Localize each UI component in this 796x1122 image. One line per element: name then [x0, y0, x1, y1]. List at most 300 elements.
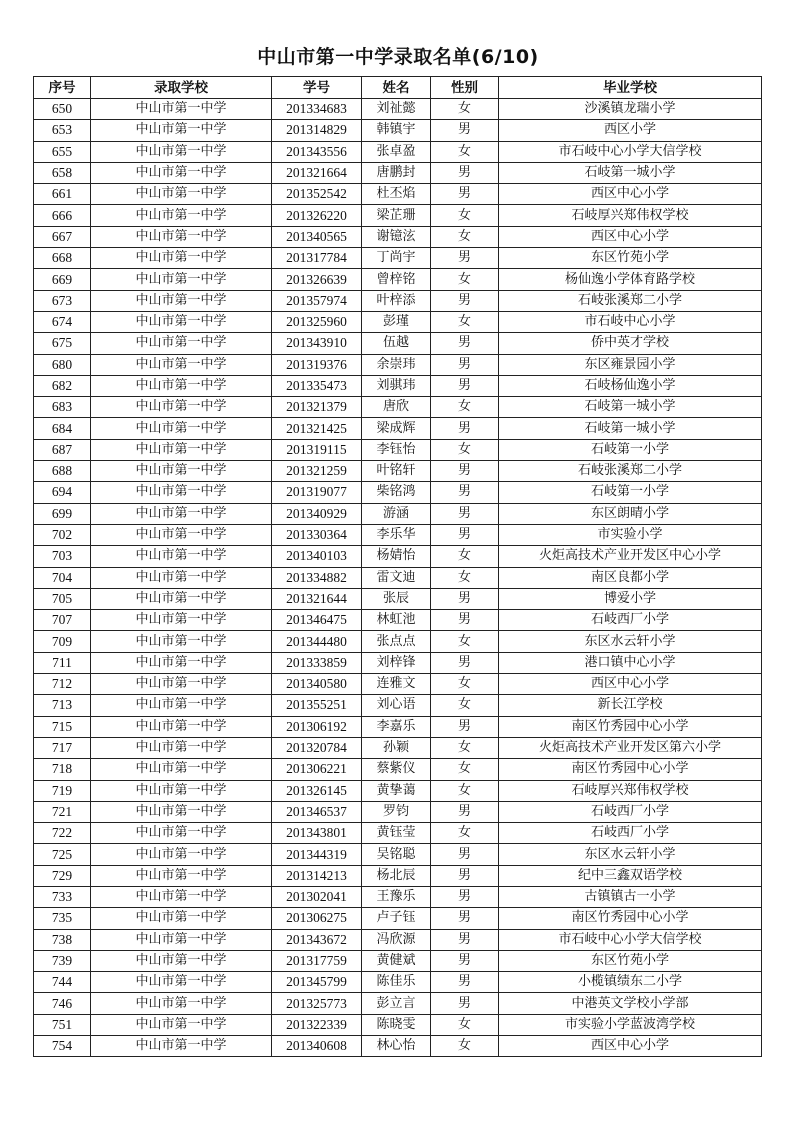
table-row: [34, 567, 762, 588]
cell-student-id: 201355251: [272, 695, 362, 716]
cell-name: 王豫乐: [362, 886, 431, 907]
cell-admitted-school: 中山市第一中学: [91, 759, 272, 780]
table-row: [34, 993, 762, 1014]
cell-gender: 男: [431, 375, 499, 396]
cell-name: 陈晓雯: [362, 1014, 431, 1035]
cell-name: 李嘉乐: [362, 716, 431, 737]
cell-student-id: 201344480: [272, 631, 362, 652]
cell-name: 黄挚蔼: [362, 780, 431, 801]
cell-graduated-school: 西区中心小学: [499, 1036, 762, 1057]
cell-gender: 男: [431, 120, 499, 141]
cell-student-id: 201343672: [272, 929, 362, 950]
cell-admitted-school: 中山市第一中学: [91, 503, 272, 524]
table-row: [34, 759, 762, 780]
table-row: [34, 886, 762, 907]
cell-student-id: 201306221: [272, 759, 362, 780]
cell-gender: 男: [431, 461, 499, 482]
cell-serial-number: 702: [34, 524, 91, 545]
cell-serial-number: 661: [34, 184, 91, 205]
cell-admitted-school: 中山市第一中学: [91, 929, 272, 950]
cell-admitted-school: 中山市第一中学: [91, 886, 272, 907]
cell-admitted-school: 中山市第一中学: [91, 120, 272, 141]
table-row: [34, 823, 762, 844]
cell-serial-number: 666: [34, 205, 91, 226]
cell-student-id: 201321644: [272, 588, 362, 609]
cell-admitted-school: 中山市第一中学: [91, 801, 272, 822]
cell-gender: 女: [431, 141, 499, 162]
cell-graduated-school: 杨仙逸小学体育路学校: [499, 269, 762, 290]
cell-admitted-school: 中山市第一中学: [91, 418, 272, 439]
cell-student-id: 201346537: [272, 801, 362, 822]
cell-admitted-school: 中山市第一中学: [91, 269, 272, 290]
table-row: [34, 99, 762, 120]
cell-gender: 男: [431, 610, 499, 631]
cell-serial-number: 688: [34, 461, 91, 482]
table-row: [34, 141, 762, 162]
table-row: [34, 950, 762, 971]
cell-serial-number: 729: [34, 865, 91, 886]
cell-admitted-school: 中山市第一中学: [91, 439, 272, 460]
cell-serial-number: 667: [34, 226, 91, 247]
cell-serial-number: 722: [34, 823, 91, 844]
cell-serial-number: 719: [34, 780, 91, 801]
cell-name: 曾梓铭: [362, 269, 431, 290]
table-row: [34, 865, 762, 886]
cell-serial-number: 705: [34, 588, 91, 609]
table-row: [34, 205, 762, 226]
cell-serial-number: 699: [34, 503, 91, 524]
cell-graduated-school: 侨中英才学校: [499, 333, 762, 354]
cell-graduated-school: 东区水云轩小学: [499, 631, 762, 652]
table-row: [34, 439, 762, 460]
cell-graduated-school: 市石岐中心小学: [499, 311, 762, 332]
table-row: [34, 780, 762, 801]
cell-student-id: 201340608: [272, 1036, 362, 1057]
cell-gender: 男: [431, 248, 499, 269]
header-student-id: 学号: [272, 77, 362, 99]
header-graduated-school: 毕业学校: [499, 77, 762, 99]
cell-serial-number: 653: [34, 120, 91, 141]
cell-admitted-school: 中山市第一中学: [91, 695, 272, 716]
cell-student-id: 201321664: [272, 162, 362, 183]
cell-name: 彭瑾: [362, 311, 431, 332]
cell-student-id: 201325960: [272, 311, 362, 332]
table-row: [34, 695, 762, 716]
table-row: [34, 162, 762, 183]
cell-serial-number: 687: [34, 439, 91, 460]
cell-admitted-school: 中山市第一中学: [91, 99, 272, 120]
cell-student-id: 201344319: [272, 844, 362, 865]
cell-gender: 女: [431, 1036, 499, 1057]
cell-graduated-school: 古镇镇古一小学: [499, 886, 762, 907]
cell-admitted-school: 中山市第一中学: [91, 652, 272, 673]
cell-name: 蔡紫仪: [362, 759, 431, 780]
cell-gender: 女: [431, 439, 499, 460]
cell-gender: 女: [431, 737, 499, 758]
cell-serial-number: 674: [34, 311, 91, 332]
table-row: [34, 290, 762, 311]
cell-gender: 男: [431, 418, 499, 439]
cell-admitted-school: 中山市第一中学: [91, 1036, 272, 1057]
cell-student-id: 201326639: [272, 269, 362, 290]
cell-name: 彭立言: [362, 993, 431, 1014]
cell-name: 叶铭轩: [362, 461, 431, 482]
table-row: [34, 652, 762, 673]
cell-name: 冯欣源: [362, 929, 431, 950]
cell-student-id: 201319115: [272, 439, 362, 460]
cell-admitted-school: 中山市第一中学: [91, 844, 272, 865]
table-row: [34, 503, 762, 524]
cell-serial-number: 713: [34, 695, 91, 716]
cell-serial-number: 684: [34, 418, 91, 439]
cell-admitted-school: 中山市第一中学: [91, 993, 272, 1014]
cell-name: 唐鹏封: [362, 162, 431, 183]
cell-admitted-school: 中山市第一中学: [91, 546, 272, 567]
cell-graduated-school: 市石岐中心小学大信学校: [499, 929, 762, 950]
cell-gender: 男: [431, 184, 499, 205]
cell-student-id: 201346475: [272, 610, 362, 631]
cell-graduated-school: 石岐西厂小学: [499, 801, 762, 822]
cell-serial-number: 733: [34, 886, 91, 907]
cell-admitted-school: 中山市第一中学: [91, 610, 272, 631]
cell-graduated-school: 东区朗晴小学: [499, 503, 762, 524]
table-row: [34, 716, 762, 737]
cell-serial-number: 721: [34, 801, 91, 822]
table-row: [34, 737, 762, 758]
cell-gender: 男: [431, 950, 499, 971]
table-row: [34, 674, 762, 695]
cell-gender: 女: [431, 311, 499, 332]
page-title: 中山市第一中学录取名单(6/10): [257, 46, 539, 68]
cell-graduated-school: 石岐第一城小学: [499, 397, 762, 418]
cell-graduated-school: 石岐西厂小学: [499, 823, 762, 844]
header-admitted-school: 录取学校: [91, 77, 272, 99]
cell-student-id: 201340103: [272, 546, 362, 567]
cell-student-id: 201330364: [272, 524, 362, 545]
cell-admitted-school: 中山市第一中学: [91, 333, 272, 354]
cell-admitted-school: 中山市第一中学: [91, 482, 272, 503]
cell-name: 黄钰莹: [362, 823, 431, 844]
cell-serial-number: 682: [34, 375, 91, 396]
cell-name: 陈佳乐: [362, 972, 431, 993]
cell-admitted-school: 中山市第一中学: [91, 290, 272, 311]
cell-graduated-school: 石岐第一城小学: [499, 418, 762, 439]
cell-gender: 女: [431, 567, 499, 588]
table-row: [34, 610, 762, 631]
cell-student-id: 201306275: [272, 908, 362, 929]
cell-graduated-school: 纪中三鑫双语学校: [499, 865, 762, 886]
table-header-row: [34, 77, 762, 99]
cell-graduated-school: 石岐西厂小学: [499, 610, 762, 631]
cell-name: 梁成辉: [362, 418, 431, 439]
cell-student-id: 201322339: [272, 1014, 362, 1035]
cell-name: 林虹池: [362, 610, 431, 631]
cell-student-id: 201340565: [272, 226, 362, 247]
cell-gender: 女: [431, 205, 499, 226]
cell-gender: 男: [431, 908, 499, 929]
cell-graduated-school: 石岐张溪郑二小学: [499, 461, 762, 482]
cell-admitted-school: 中山市第一中学: [91, 184, 272, 205]
cell-serial-number: 718: [34, 759, 91, 780]
table-row: [34, 311, 762, 332]
cell-admitted-school: 中山市第一中学: [91, 524, 272, 545]
table-row: [34, 184, 762, 205]
cell-student-id: 201306192: [272, 716, 362, 737]
cell-graduated-school: 市实验小学蓝波湾学校: [499, 1014, 762, 1035]
cell-student-id: 201321259: [272, 461, 362, 482]
cell-serial-number: 680: [34, 354, 91, 375]
cell-gender: 女: [431, 780, 499, 801]
cell-student-id: 201317784: [272, 248, 362, 269]
cell-admitted-school: 中山市第一中学: [91, 631, 272, 652]
cell-serial-number: 725: [34, 844, 91, 865]
table-row: [34, 120, 762, 141]
cell-graduated-school: 火炬高技术产业开发区中心小学: [499, 546, 762, 567]
cell-graduated-school: 港口镇中心小学: [499, 652, 762, 673]
cell-gender: 女: [431, 397, 499, 418]
cell-name: 张辰: [362, 588, 431, 609]
cell-name: 罗钧: [362, 801, 431, 822]
cell-serial-number: 709: [34, 631, 91, 652]
cell-name: 孙颖: [362, 737, 431, 758]
table-row: [34, 482, 762, 503]
cell-gender: 男: [431, 993, 499, 1014]
cell-gender: 男: [431, 801, 499, 822]
table-row: [34, 226, 762, 247]
table-body: [34, 99, 762, 1057]
cell-name: 杨婧怡: [362, 546, 431, 567]
cell-name: 雷文迪: [362, 567, 431, 588]
cell-gender: 女: [431, 269, 499, 290]
cell-graduated-school: 南区竹秀园中心小学: [499, 908, 762, 929]
cell-graduated-school: 石岐第一小学: [499, 439, 762, 460]
cell-name: 游涵: [362, 503, 431, 524]
cell-name: 吴铭聪: [362, 844, 431, 865]
table-row: [34, 418, 762, 439]
cell-serial-number: 707: [34, 610, 91, 631]
cell-graduated-school: 东区竹苑小学: [499, 248, 762, 269]
cell-student-id: 201343556: [272, 141, 362, 162]
cell-serial-number: 717: [34, 737, 91, 758]
cell-name: 谢镱泫: [362, 226, 431, 247]
cell-serial-number: 675: [34, 333, 91, 354]
cell-admitted-school: 中山市第一中学: [91, 354, 272, 375]
cell-admitted-school: 中山市第一中学: [91, 397, 272, 418]
cell-serial-number: 650: [34, 99, 91, 120]
table-row: [34, 801, 762, 822]
cell-gender: 男: [431, 354, 499, 375]
cell-gender: 男: [431, 929, 499, 950]
table-row: [34, 269, 762, 290]
cell-serial-number: 669: [34, 269, 91, 290]
cell-name: 黄健斌: [362, 950, 431, 971]
cell-name: 唐欣: [362, 397, 431, 418]
cell-name: 刘梓锋: [362, 652, 431, 673]
cell-gender: 男: [431, 162, 499, 183]
cell-graduated-school: 火炬高技术产业开发区第六小学: [499, 737, 762, 758]
cell-name: 刘祉懿: [362, 99, 431, 120]
cell-student-id: 201333859: [272, 652, 362, 673]
cell-admitted-school: 中山市第一中学: [91, 162, 272, 183]
cell-graduated-school: 石岐厚兴郑伟权学校: [499, 780, 762, 801]
cell-gender: 男: [431, 524, 499, 545]
cell-name: 梁芷珊: [362, 205, 431, 226]
cell-gender: 男: [431, 290, 499, 311]
cell-graduated-school: 小榄镇绩东二小学: [499, 972, 762, 993]
cell-serial-number: 694: [34, 482, 91, 503]
cell-gender: 女: [431, 759, 499, 780]
cell-graduated-school: 石岐张溪郑二小学: [499, 290, 762, 311]
cell-student-id: 201321379: [272, 397, 362, 418]
table-row: [34, 375, 762, 396]
cell-student-id: 201352542: [272, 184, 362, 205]
cell-student-id: 201319376: [272, 354, 362, 375]
cell-admitted-school: 中山市第一中学: [91, 567, 272, 588]
cell-serial-number: 704: [34, 567, 91, 588]
table-row: [34, 461, 762, 482]
cell-name: 杜丕焰: [362, 184, 431, 205]
cell-graduated-school: 东区雍景园小学: [499, 354, 762, 375]
table-row: [34, 1036, 762, 1057]
cell-serial-number: 744: [34, 972, 91, 993]
table-row: [34, 588, 762, 609]
cell-student-id: 201345799: [272, 972, 362, 993]
cell-gender: 男: [431, 482, 499, 503]
cell-name: 李钰怡: [362, 439, 431, 460]
cell-admitted-school: 中山市第一中学: [91, 674, 272, 695]
cell-name: 刘心语: [362, 695, 431, 716]
cell-student-id: 201335473: [272, 375, 362, 396]
cell-graduated-school: 东区竹苑小学: [499, 950, 762, 971]
cell-admitted-school: 中山市第一中学: [91, 950, 272, 971]
cell-admitted-school: 中山市第一中学: [91, 737, 272, 758]
cell-graduated-school: 石岐第一小学: [499, 482, 762, 503]
cell-gender: 男: [431, 333, 499, 354]
cell-serial-number: 751: [34, 1014, 91, 1035]
cell-name: 张点点: [362, 631, 431, 652]
cell-serial-number: 683: [34, 397, 91, 418]
cell-graduated-school: 南区竹秀园中心小学: [499, 716, 762, 737]
cell-name: 柴铭鸿: [362, 482, 431, 503]
cell-serial-number: 738: [34, 929, 91, 950]
cell-admitted-school: 中山市第一中学: [91, 908, 272, 929]
cell-gender: 男: [431, 652, 499, 673]
cell-student-id: 201357974: [272, 290, 362, 311]
table-row: [34, 397, 762, 418]
cell-name: 李乐华: [362, 524, 431, 545]
header-gender: 性别: [431, 77, 499, 99]
cell-serial-number: 715: [34, 716, 91, 737]
cell-serial-number: 754: [34, 1036, 91, 1057]
table-row: [34, 1014, 762, 1035]
cell-student-id: 201340580: [272, 674, 362, 695]
cell-student-id: 201302041: [272, 886, 362, 907]
cell-name: 丁尚宇: [362, 248, 431, 269]
cell-name: 刘骐玮: [362, 375, 431, 396]
cell-admitted-school: 中山市第一中学: [91, 226, 272, 247]
table-row: [34, 354, 762, 375]
cell-admitted-school: 中山市第一中学: [91, 375, 272, 396]
table-row: [34, 248, 762, 269]
cell-graduated-school: 南区竹秀园中心小学: [499, 759, 762, 780]
cell-graduated-school: 石岐第一城小学: [499, 162, 762, 183]
cell-student-id: 201343910: [272, 333, 362, 354]
cell-graduated-school: 西区中心小学: [499, 184, 762, 205]
cell-graduated-school: 博爱小学: [499, 588, 762, 609]
cell-gender: 女: [431, 1014, 499, 1035]
cell-gender: 男: [431, 886, 499, 907]
cell-student-id: 201326145: [272, 780, 362, 801]
cell-admitted-school: 中山市第一中学: [91, 461, 272, 482]
cell-name: 连雅文: [362, 674, 431, 695]
cell-graduated-school: 南区良都小学: [499, 567, 762, 588]
table-row: [34, 844, 762, 865]
cell-gender: 男: [431, 972, 499, 993]
cell-serial-number: 703: [34, 546, 91, 567]
cell-name: 张卓盈: [362, 141, 431, 162]
cell-student-id: 201317759: [272, 950, 362, 971]
cell-name: 林心怡: [362, 1036, 431, 1057]
table-row: [34, 546, 762, 567]
cell-student-id: 201314829: [272, 120, 362, 141]
cell-gender: 女: [431, 226, 499, 247]
cell-student-id: 201321425: [272, 418, 362, 439]
cell-graduated-school: 市实验小学: [499, 524, 762, 545]
cell-admitted-school: 中山市第一中学: [91, 588, 272, 609]
cell-serial-number: 735: [34, 908, 91, 929]
cell-graduated-school: 市石岐中心小学大信学校: [499, 141, 762, 162]
cell-admitted-school: 中山市第一中学: [91, 716, 272, 737]
cell-gender: 女: [431, 546, 499, 567]
cell-serial-number: 746: [34, 993, 91, 1014]
cell-graduated-school: 石岐厚兴郑伟权学校: [499, 205, 762, 226]
cell-student-id: 201325773: [272, 993, 362, 1014]
cell-graduated-school: 东区水云轩小学: [499, 844, 762, 865]
cell-graduated-school: 石岐杨仙逸小学: [499, 375, 762, 396]
cell-gender: 女: [431, 99, 499, 120]
cell-name: 韩镇宇: [362, 120, 431, 141]
cell-graduated-school: 新长江学校: [499, 695, 762, 716]
cell-serial-number: 673: [34, 290, 91, 311]
cell-student-id: 201340929: [272, 503, 362, 524]
table-row: [34, 908, 762, 929]
cell-admitted-school: 中山市第一中学: [91, 248, 272, 269]
cell-admitted-school: 中山市第一中学: [91, 141, 272, 162]
cell-student-id: 201320784: [272, 737, 362, 758]
cell-admitted-school: 中山市第一中学: [91, 972, 272, 993]
cell-graduated-school: 沙溪镇龙瑞小学: [499, 99, 762, 120]
cell-serial-number: 711: [34, 652, 91, 673]
cell-admitted-school: 中山市第一中学: [91, 1014, 272, 1035]
cell-serial-number: 668: [34, 248, 91, 269]
cell-student-id: 201319077: [272, 482, 362, 503]
cell-gender: 男: [431, 503, 499, 524]
cell-gender: 女: [431, 674, 499, 695]
cell-admitted-school: 中山市第一中学: [91, 311, 272, 332]
cell-serial-number: 739: [34, 950, 91, 971]
table-row: [34, 972, 762, 993]
cell-admitted-school: 中山市第一中学: [91, 865, 272, 886]
cell-admitted-school: 中山市第一中学: [91, 780, 272, 801]
table-row: [34, 333, 762, 354]
cell-student-id: 201314213: [272, 865, 362, 886]
cell-name: 杨北辰: [362, 865, 431, 886]
cell-admitted-school: 中山市第一中学: [91, 205, 272, 226]
cell-gender: 女: [431, 823, 499, 844]
cell-name: 卢子钰: [362, 908, 431, 929]
cell-gender: 女: [431, 695, 499, 716]
cell-student-id: 201343801: [272, 823, 362, 844]
